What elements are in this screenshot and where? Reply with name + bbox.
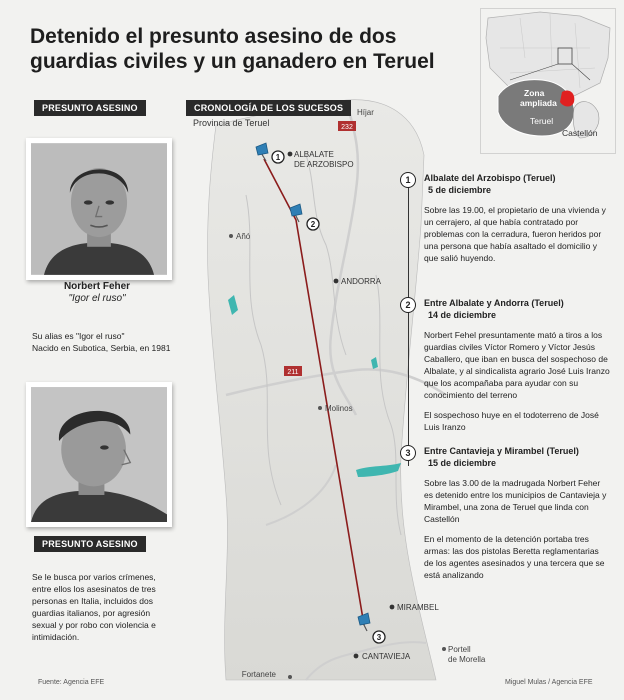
pin-number-1: 1 [275,153,281,162]
event-1 [424,172,610,264]
province-label: Provincia de Teruel [193,118,270,128]
event-1-heading: Albalate del Arzobispo (Teruel) [424,173,556,183]
town-label-portell-2: de Morella [448,655,486,664]
town-dot-molinos [318,406,322,410]
assassin-section-tag-lower: PRESUNTO ASESINO [34,536,146,552]
town-dot-anno [229,234,233,238]
inset-label-ampliada: ampliada [520,98,557,108]
town-label-portell-1: Portell [448,645,471,654]
suspect-info-alias: Su alias es "Igor el ruso" [32,331,125,341]
pin-number-3: 3 [376,633,382,642]
town-dot-albalate [288,152,293,157]
suspect-photo-profile [26,382,172,527]
chronology-section-tag: CRONOLOGÍA DE LOS SUCESOS [186,100,351,116]
road-badge-211-label: 211 [287,369,299,376]
town-label-mirambel: MIRAMBEL [397,603,439,612]
town-label-anno: Añó [236,232,251,241]
event-3-text: Sobre las 3.00 de la madrugada Norbert Feher es detenido entre los municipios de Cantavieja y Mirambel, una zona de Teruel que linda con Castellón [424,478,607,524]
town-label-fortanete: Fortanete [241,670,276,679]
suspect-name: Norbert Feher [63,281,131,292]
town-dot-mirambel [390,605,395,610]
suspect-info-birth: Nacido en Subotica, Serbia, en 1981 [32,343,171,353]
town-label-cantavieja: CANTAVIEJA [362,652,411,661]
town-label-albalate-1: ALBALATE [294,150,334,159]
town-dot-fortanete [288,675,292,679]
suspect-portrait-frontal [31,143,167,275]
source-note: Fuente: Agencia EFE [38,679,105,686]
highlight-zone [560,90,574,106]
town-label-andorra: ANDORRA [341,277,382,286]
suspect-wanted-text: Se le busca por varios crímenes, entre ellos los asesinatos de tres personas en Italia, incluidos dos guardias italianos, por agresión sexual y por robo con violencia e intimidación. [32,572,156,642]
event-3-date: 15 de diciembre [428,458,497,468]
town-label-hijar: Híjar [357,108,374,117]
pin-number-2: 2 [310,220,316,229]
suspect-info [32,330,174,354]
town-dot-andorra [334,279,339,284]
suspect-alias: "Igor el ruso" [68,293,126,304]
suspect-photo-frontal [26,138,172,280]
road-badge-232-label: 232 [341,124,353,131]
inset-label-castellon: Castellón [562,128,598,138]
assassin-section-tag: PRESUNTO ASESINO [34,100,146,116]
event-2-date: 14 de diciembre [428,310,497,320]
town-dot-portell [442,647,446,651]
event-3-heading: Entre Cantavieja y Mirambel (Teruel) [424,446,579,456]
event-marker-1: 1 [400,172,416,188]
event-2-heading: Entre Albalate y Andorra (Teruel) [424,298,564,308]
event-2-text: Norbert Fehel presuntamente mató a tiros a los guardias civiles Víctor Romero y Víctor Jesús Caballero, que iban en busca del sospechoso de Albalate, y al sindicalista agrario José Luis Iranzo que los acompañaba para ayudar con su conocimiento del terreno [424,330,610,400]
event-marker-3: 3 [400,445,416,461]
town-dot-cantavieja [354,654,359,659]
town-label-molinos: Molinos [325,404,353,413]
timeline-line [408,186,409,466]
event-1-text: Sobre las 19.00, el propietario de una vivienda y un cerrajero, al que había contratado por problemas con la cerradura, fueron heridos por una persona que había asaltado el domicilio y que salió huyendo. [424,205,606,263]
suspect-portrait-profile [31,387,167,522]
inset-label-teruel: Teruel [530,116,554,126]
page-title: Detenido el presunto asesino de dos guardias civiles y un ganadero en Teruel [30,25,435,73]
event-3-text-2: En el momento de la detención portaba tres armas: las dos pistolas Beretta reglamentarias de los agentes asesinados y una tercera que se está analizando [424,534,605,580]
event-marker-2: 2 [400,297,416,313]
event-3 [424,445,610,581]
town-label-albalate-2: DE ARZOBISPO [294,160,354,169]
event-2-text-2: El sospechoso huye en el todoterreno de José Luis Iranzo [424,410,599,432]
inset-label-zona: Zona [524,88,545,98]
event-1-date: 5 de diciembre [428,185,492,195]
event-2 [424,297,610,433]
province-terrain [208,100,436,680]
credit-note: Miguel Mulas / Agencia EFE [505,679,593,686]
